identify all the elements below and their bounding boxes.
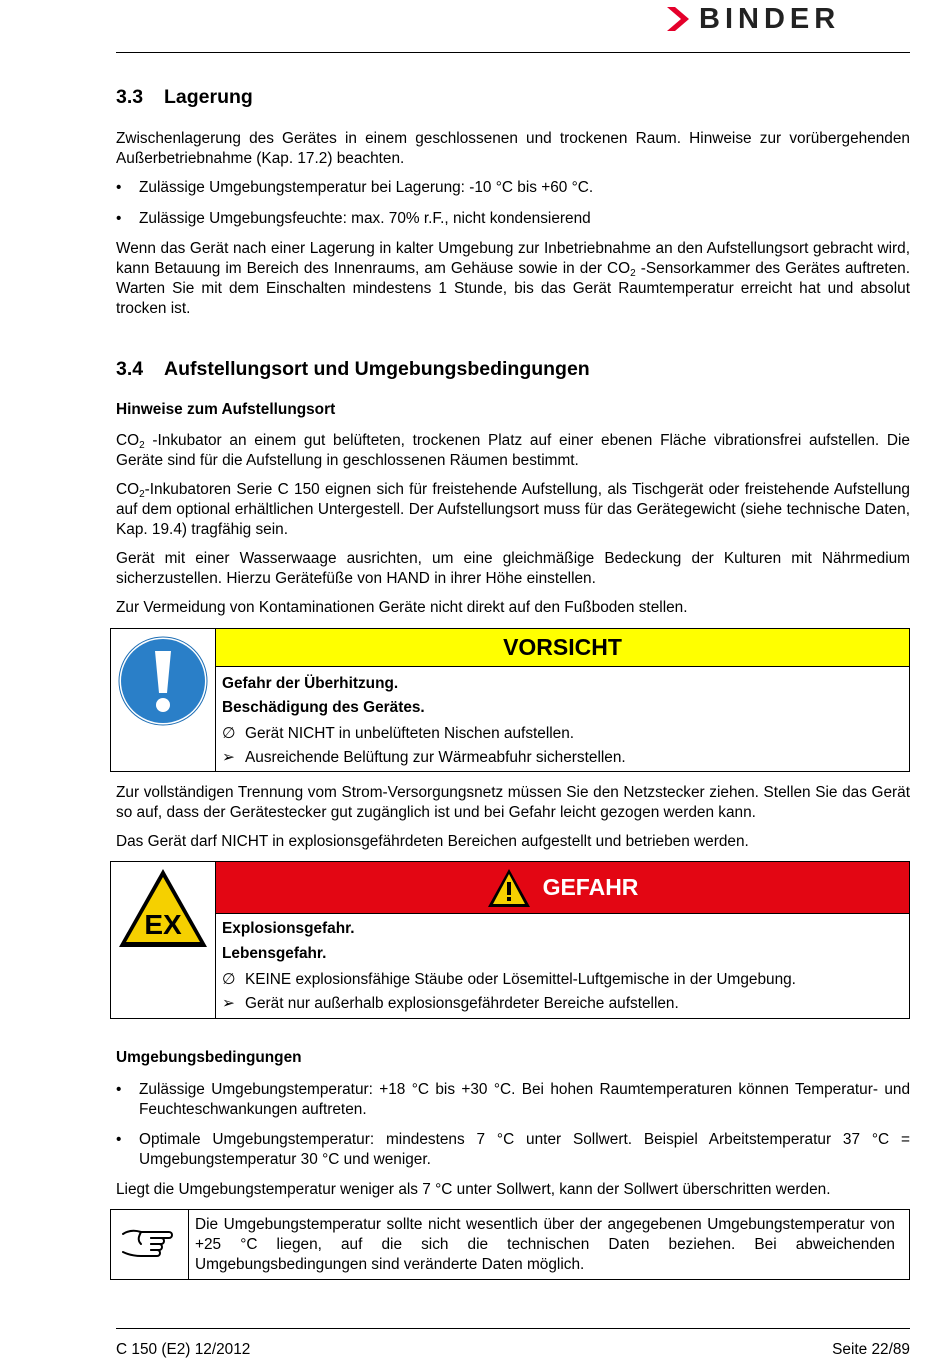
footer-page-number: Seite 22/89 (832, 1341, 910, 1358)
section-heading-3-3 (116, 86, 253, 109)
location-paragraph-2: $CO_2$-Inkubatoren Serie C 150 eignen sich für freistehende Aufstellung, als Tischgerät oder freistehende Aufstellung auf dem optional erhältlichen Untergestell. Der Aufstellungsort muss für das Gerätegewicht (siehe technische Daten, Kap. 19.4) tragfähig sein. (116, 481, 910, 538)
prohibition-symbol-icon: ∅ (222, 725, 236, 742)
header-rule (116, 52, 910, 53)
danger-box (110, 861, 910, 1019)
danger-icon-cell (111, 862, 216, 1018)
subheading-ambient: Umgebungsbedingungen (116, 1049, 302, 1066)
logo-text: BINDER (699, 2, 841, 35)
section-number: 3.3 (116, 86, 144, 108)
mains-paragraph: Zur vollständigen Trennung vom Strom-Versorgungsnetz müssen Sie den Netzstecker ziehen. Stellen Sie das Gerät so auf, dass der Gerätestecker gut zugänglich ist und bei Gefahr leicht gezogen werden kann. (116, 784, 910, 821)
warning-triangle-icon (487, 868, 531, 908)
section-heading-3-4 (116, 358, 590, 381)
note-icon-cell (111, 1210, 189, 1279)
list-item: • Zulässige Umgebungstemperatur: +18 °C bis +30 °C. Bei hohen Raumtemperaturen können Temperatur- und Feuchteschwankungen auftreten. (116, 1081, 910, 1118)
mandatory-exclamation-icon (117, 635, 209, 727)
danger-line-1: Explosionsgefahr. (222, 920, 355, 937)
caution-item-1: ∅ Gerät NICHT in unbelüfteten Nischen aufstellen. (222, 725, 575, 742)
caution-item-2: ➢ Ausreichende Belüftung zur Wärmeabfuhr sicherstellen. (222, 749, 626, 766)
location-paragraph-1: $CO_2$ -Inkubator an einem gut belüfteten, trockenen Platz auf einer ebenen Fläche vibrationsfrei aufstellen. Die Geräte sind für die Aufstellung in geschlossenen Räumen bestimmt. (116, 432, 910, 469)
footer-rule (116, 1328, 910, 1329)
note-box (110, 1209, 910, 1280)
section-title: Aufstellungsort und Umgebungsbedingungen (164, 358, 590, 380)
ex-hazard-icon (117, 867, 209, 949)
location-paragraph-3: Gerät mit einer Wasserwaage ausrichten, um eine gleichmäßige Bedeckung der Kulturen mit Nährmedium sicherzustellen. Hierzu Gerätefüße von HAND in ihrer Höhe einstellen. (116, 550, 910, 587)
condensation-paragraph: Wenn das Gerät nach einer Lagerung in kalter Umgebung zur Inbetriebnahme an den Aufstellungsort gebracht wird, kann Betauung im Bereich des Innenraums, am Gehäuse sowie in der $CO_2$ -Sensorkammer des Gerätes auftreten. Warten Sie mit dem Einschalten mindestens 1 Stunde, bis das Gerät Raumtemperatur erreicht hat und absolut trocken ist. (116, 240, 910, 317)
list-item: • Optimale Umgebungstemperatur: mindestens 7 °C unter Sollwert. Beispiel Arbeitstemperatur 37 °C = Umgebungstemperatur 30 °C und weniger. (116, 1131, 910, 1168)
location-paragraph-4: Zur Vermeidung von Kontaminationen Geräte nicht direkt auf den Fußboden stellen. (116, 599, 688, 616)
section-number: 3.4 (116, 358, 144, 380)
prohibition-symbol-icon: ∅ (222, 971, 236, 988)
caution-line-1: Gefahr der Überhitzung. (222, 675, 399, 692)
explosion-paragraph: Das Gerät darf NICHT in explosionsgefährdeten Bereichen aufgestellt und betrieben werden. (116, 833, 749, 850)
storage-intro: Zwischenlagerung des Gerätes in einem geschlossenen und trockenen Raum. Hinweise zur vorübergehenden Außerbetriebnahme (Kap. 17.2) beachten. (116, 130, 910, 167)
svg-text:EX: EX (144, 909, 182, 940)
danger-title: GEFAHR (542, 874, 639, 900)
arrow-symbol-icon: ➢ (222, 995, 235, 1012)
note-text: Die Umgebungstemperatur sollte nicht wesentlich über der angegebenen Umgebungstemperatur von +25 °C liegen, auf die sich die technischen Daten beziehen. Bei abweichenden Umgebungsbedingungen sind veränderte Daten möglich. (195, 1216, 895, 1273)
danger-header (216, 862, 909, 914)
caution-title: VORSICHT (503, 634, 622, 660)
danger-line-2: Lebensgefahr. (222, 945, 327, 962)
binder-logo (667, 4, 840, 34)
footer-document-id: C 150 (E2) 12/2012 (116, 1341, 251, 1358)
pointing-hand-icon (121, 1222, 177, 1266)
danger-item-1: ∅ KEINE explosionsfähige Stäube oder Lösemittel-Luftgemische in der Umgebung. (222, 971, 796, 988)
setpoint-paragraph: Liegt die Umgebungstemperatur weniger als 7 °C unter Sollwert, kann der Sollwert überschritten werden. (116, 1181, 831, 1198)
caution-line-2: Beschädigung des Gerätes. (222, 699, 425, 716)
section-title: Lagerung (164, 86, 253, 108)
caution-box (110, 628, 910, 772)
subheading-location: Hinweise zum Aufstellungsort (116, 401, 336, 418)
binder-logo-mark-icon (667, 7, 689, 31)
caution-icon-cell (111, 629, 216, 771)
arrow-symbol-icon: ➢ (222, 749, 235, 766)
danger-item-2: ➢ Gerät nur außerhalb explosionsgefährdeter Bereiche aufstellen. (222, 995, 679, 1012)
caution-header (216, 629, 909, 667)
